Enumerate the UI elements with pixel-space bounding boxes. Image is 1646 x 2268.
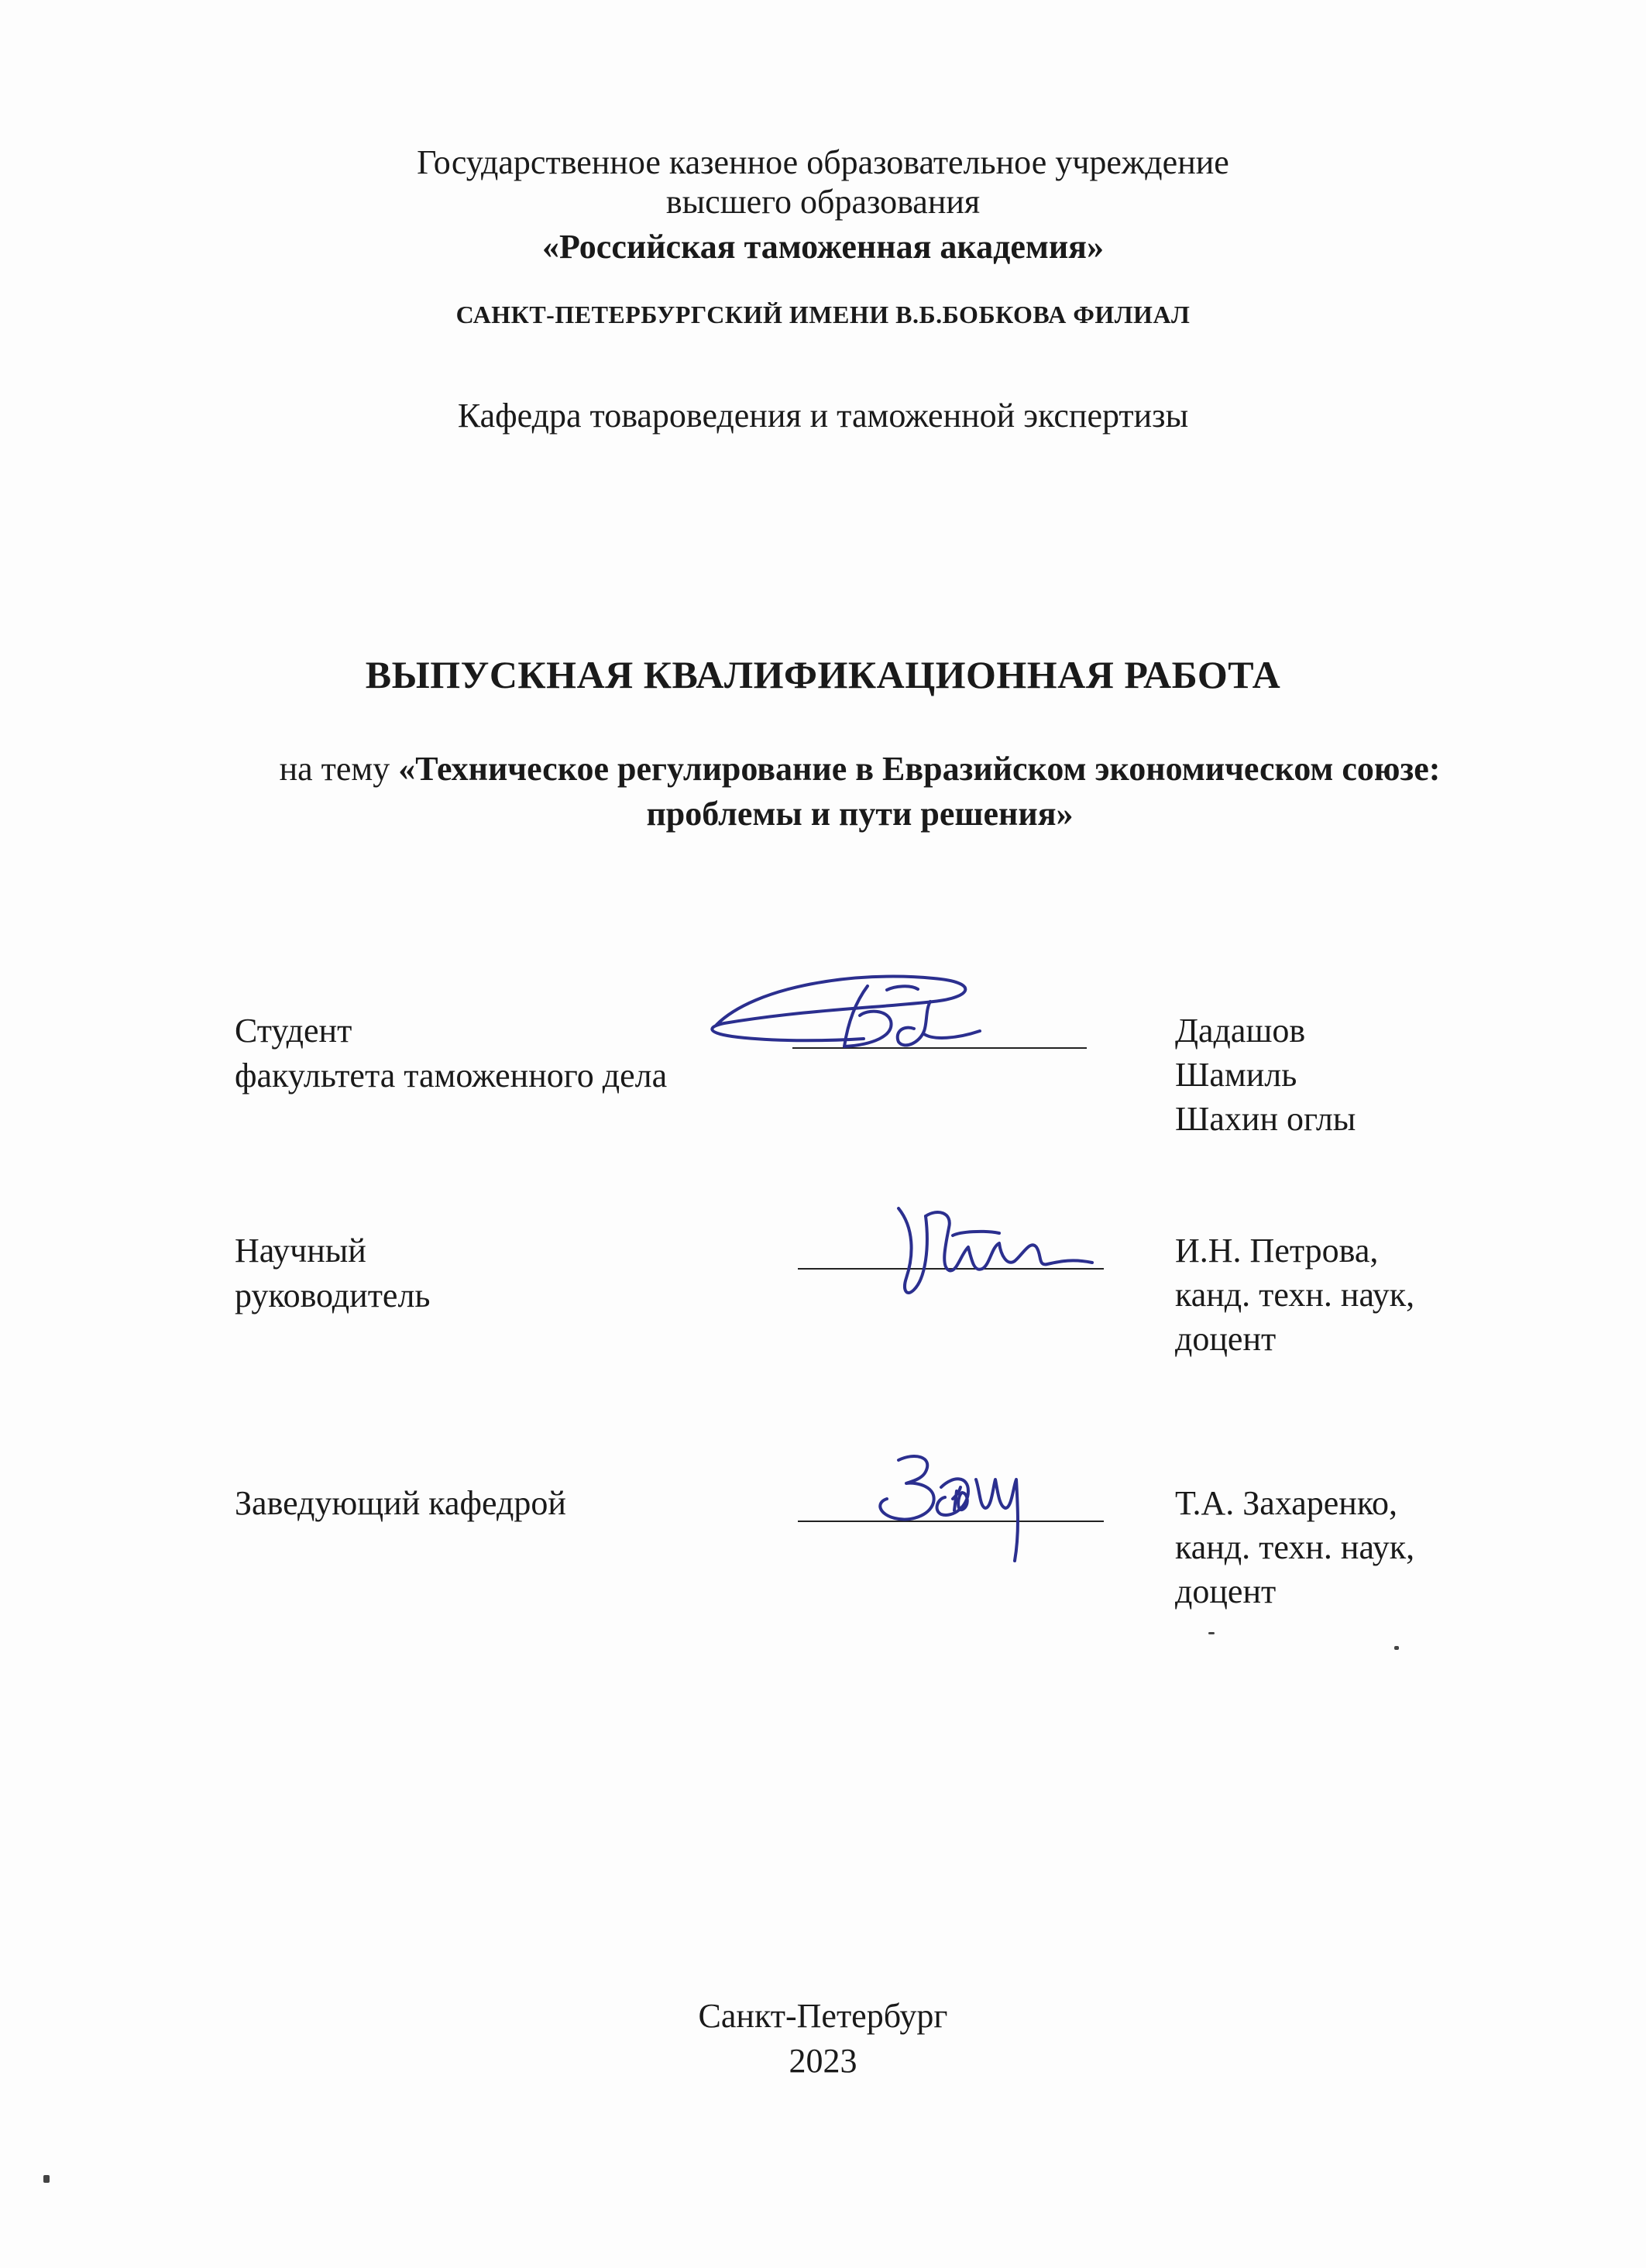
student-signature-icon bbox=[701, 955, 1042, 1071]
work-topic bbox=[194, 747, 1526, 837]
institution-type: Государственное казенное образовательное учреждение bbox=[417, 143, 1229, 181]
head-name-line-2: канд. техн. наук, bbox=[1175, 1528, 1415, 1566]
scan-speck bbox=[1208, 1632, 1215, 1634]
supervisor-signature-icon bbox=[883, 1193, 1108, 1309]
head-name bbox=[1175, 1481, 1414, 1613]
supervisor-role-line-1: Научный bbox=[235, 1232, 366, 1270]
student-role bbox=[235, 1009, 667, 1098]
student-role-line-2: факультета таможенного дела bbox=[235, 1057, 668, 1094]
work-title: ВЫПУСКНАЯ КВАЛИФИКАЦИОННАЯ РАБОТА bbox=[365, 653, 1281, 696]
topic-prefix: на тему bbox=[279, 750, 399, 788]
student-name bbox=[1175, 1009, 1356, 1141]
supervisor-role-line-2: руководитель bbox=[235, 1277, 431, 1314]
supervisor-name-line-1: И.Н. Петрова, bbox=[1175, 1232, 1379, 1270]
head-role-line-1: Заведующий кафедрой bbox=[235, 1484, 566, 1522]
head-name-line-1: Т.А. Захаренко, bbox=[1175, 1484, 1397, 1522]
year: 2023 bbox=[789, 2042, 857, 2080]
student-role-line-1: Студент bbox=[235, 1012, 352, 1050]
head-role bbox=[235, 1481, 566, 1526]
education-level: высшего образования bbox=[665, 183, 981, 221]
scan-speck bbox=[43, 2175, 50, 2183]
supervisor-name-line-3: доцент bbox=[1175, 1320, 1277, 1358]
department-name: Кафедра товароведения и таможенной экспертизы bbox=[457, 397, 1189, 435]
topic-line-1: «Техническое регулирование в Евразийском экономическом союзе: bbox=[398, 750, 1441, 788]
student-name-line-1: Дадашов bbox=[1175, 1012, 1306, 1050]
city: Санкт-Петербург bbox=[698, 1997, 948, 2035]
place-and-year bbox=[0, 1994, 1646, 2084]
student-name-line-3: Шахин оглы bbox=[1175, 1100, 1356, 1138]
topic-line-2: проблемы и пути решения» bbox=[646, 795, 1074, 833]
student-name-line-2: Шамиль bbox=[1175, 1056, 1297, 1094]
branch-name: САНКТ-ПЕТЕРБУРГСКИЙ ИМЕНИ В.Б.БОБКОВА ФИЛИАЛ bbox=[455, 301, 1191, 328]
head-name-line-3: доцент bbox=[1175, 1572, 1277, 1610]
supervisor-role bbox=[235, 1228, 430, 1318]
supervisor-name-line-2: канд. техн. наук, bbox=[1175, 1276, 1415, 1314]
academy-name: «Российская таможенная академия» bbox=[542, 228, 1104, 266]
scan-speck bbox=[1394, 1646, 1399, 1650]
supervisor-name bbox=[1175, 1228, 1414, 1361]
head-signature-icon bbox=[868, 1445, 1046, 1569]
